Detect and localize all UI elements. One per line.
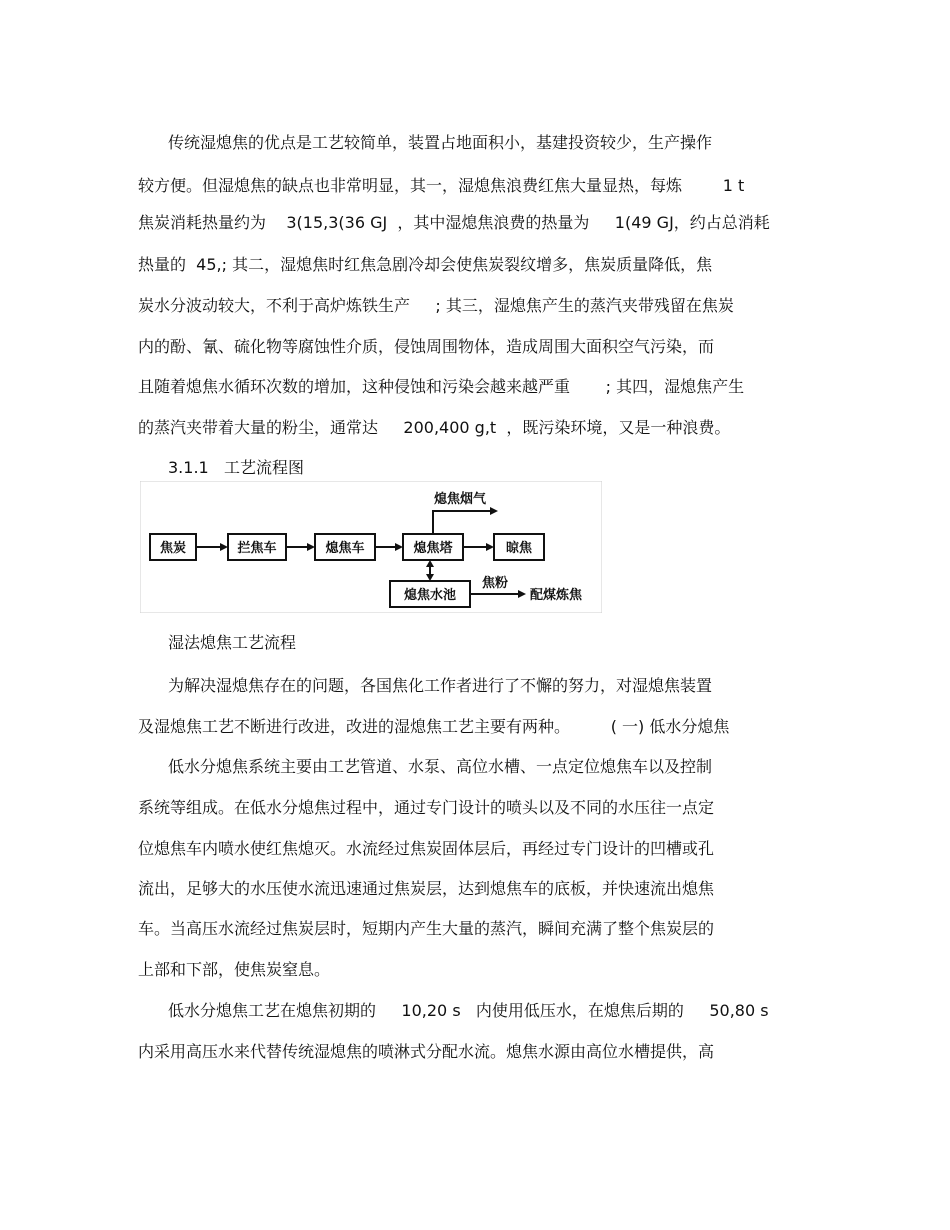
node-water-pool bbox=[390, 581, 470, 607]
text-line: 焦炭消耗热量约为 3(15,3(36 GJ ，其中湿熄焦浪费的热量为 1(49 GJ，约占总消耗 bbox=[138, 213, 770, 232]
text-line: 的蒸汽夹带着大量的粉尘，通常达 200,400 g,t ，既污染环境，又是一种浪费。 bbox=[138, 418, 731, 437]
text-line: 为解决湿熄焦存在的问题，各国焦化工作者进行了不懈的努力，对湿熄焦装置 bbox=[168, 676, 713, 695]
text-line: 内的酚、氰、硫化物等腐蚀性介质，侵蚀周围物体，造成周围大面积空气污染，而 bbox=[138, 337, 715, 356]
process-flow-diagram bbox=[140, 481, 602, 613]
text-line: 且随着熄焦水循环次数的增加，这种侵蚀和污染会越来越严重 ; 其四，湿熄焦产生 bbox=[138, 377, 745, 396]
node-quench-car bbox=[315, 534, 375, 560]
text-line: 热量的 45,; 其二，湿熄焦时红焦急剧冷却会使焦炭裂纹增多，焦炭质量降低，焦 bbox=[138, 255, 713, 274]
svg-text:拦焦车: 拦焦车 bbox=[237, 541, 277, 556]
label-blend: 配煤炼焦 bbox=[530, 588, 583, 603]
svg-text:晾焦: 晾焦 bbox=[505, 541, 533, 556]
text-line: 车。当高压水流经过焦炭层时，短期内产生大量的蒸汽，瞬间充满了整个焦炭层的 bbox=[138, 919, 715, 938]
svg-text:熄焦水池: 熄焦水池 bbox=[403, 588, 457, 603]
text-line: 炭水分波动较大，不利于高炉炼铁生产 ; 其三，湿熄焦产生的蒸汽夹带残留在焦炭 bbox=[138, 296, 734, 315]
text-line: 低水分熄焦系统主要由工艺管道、水泵、高位水槽、一点定位熄焦车以及控制 bbox=[168, 757, 713, 776]
label-powder: 焦粉 bbox=[482, 576, 509, 591]
text-line: 低水分熄焦工艺在熄焦初期的 10,20 s 内使用低压水，在熄焦后期的 50,80 s bbox=[168, 1001, 769, 1020]
text-line: 较方便。但湿熄焦的缺点也非常明显，其一，湿熄焦浪费红焦大量显热，每炼 1 t bbox=[138, 176, 745, 195]
text-line: 上部和下部，使焦炭窒息。 bbox=[138, 960, 331, 979]
section-heading: 3.1.1 工艺流程图 bbox=[168, 458, 304, 477]
figure-caption: 湿法熄焦工艺流程 bbox=[168, 633, 297, 652]
label-smoke: 熄焦烟气 bbox=[434, 492, 487, 507]
svg-text:熄焦车: 熄焦车 bbox=[325, 541, 365, 556]
text-line: 流出，足够大的水压使水流迅速通过焦炭层，达到熄焦车的底板，并快速流出熄焦 bbox=[138, 879, 715, 898]
text-line: 及湿熄焦工艺不断进行改进，改进的湿熄焦工艺主要有两种。 ( 一) 低水分熄焦 bbox=[138, 717, 730, 736]
node-coke-guide bbox=[228, 534, 286, 560]
text-line: 内采用高压水来代替传统湿熄焦的喷淋式分配水流。熄焦水源由高位水槽提供，高 bbox=[138, 1042, 715, 1061]
text-line: 位熄焦车内喷水使红焦熄灭。水流经过焦炭固体层后，再经过专门设计的凹槽或孔 bbox=[138, 839, 715, 858]
svg-text:焦炭: 焦炭 bbox=[159, 541, 187, 556]
text-line: 系统等组成。在低水分熄焦过程中，通过专门设计的喷头以及不同的水压往一点定 bbox=[138, 798, 715, 817]
text-line: 传统湿熄焦的优点是工艺较简单，装置占地面积小，基建投资较少，生产操作 bbox=[168, 133, 713, 152]
node-coal bbox=[150, 534, 196, 560]
node-wharf bbox=[494, 534, 544, 560]
svg-text:熄焦塔: 熄焦塔 bbox=[413, 541, 453, 556]
node-quench-tower bbox=[403, 534, 463, 560]
